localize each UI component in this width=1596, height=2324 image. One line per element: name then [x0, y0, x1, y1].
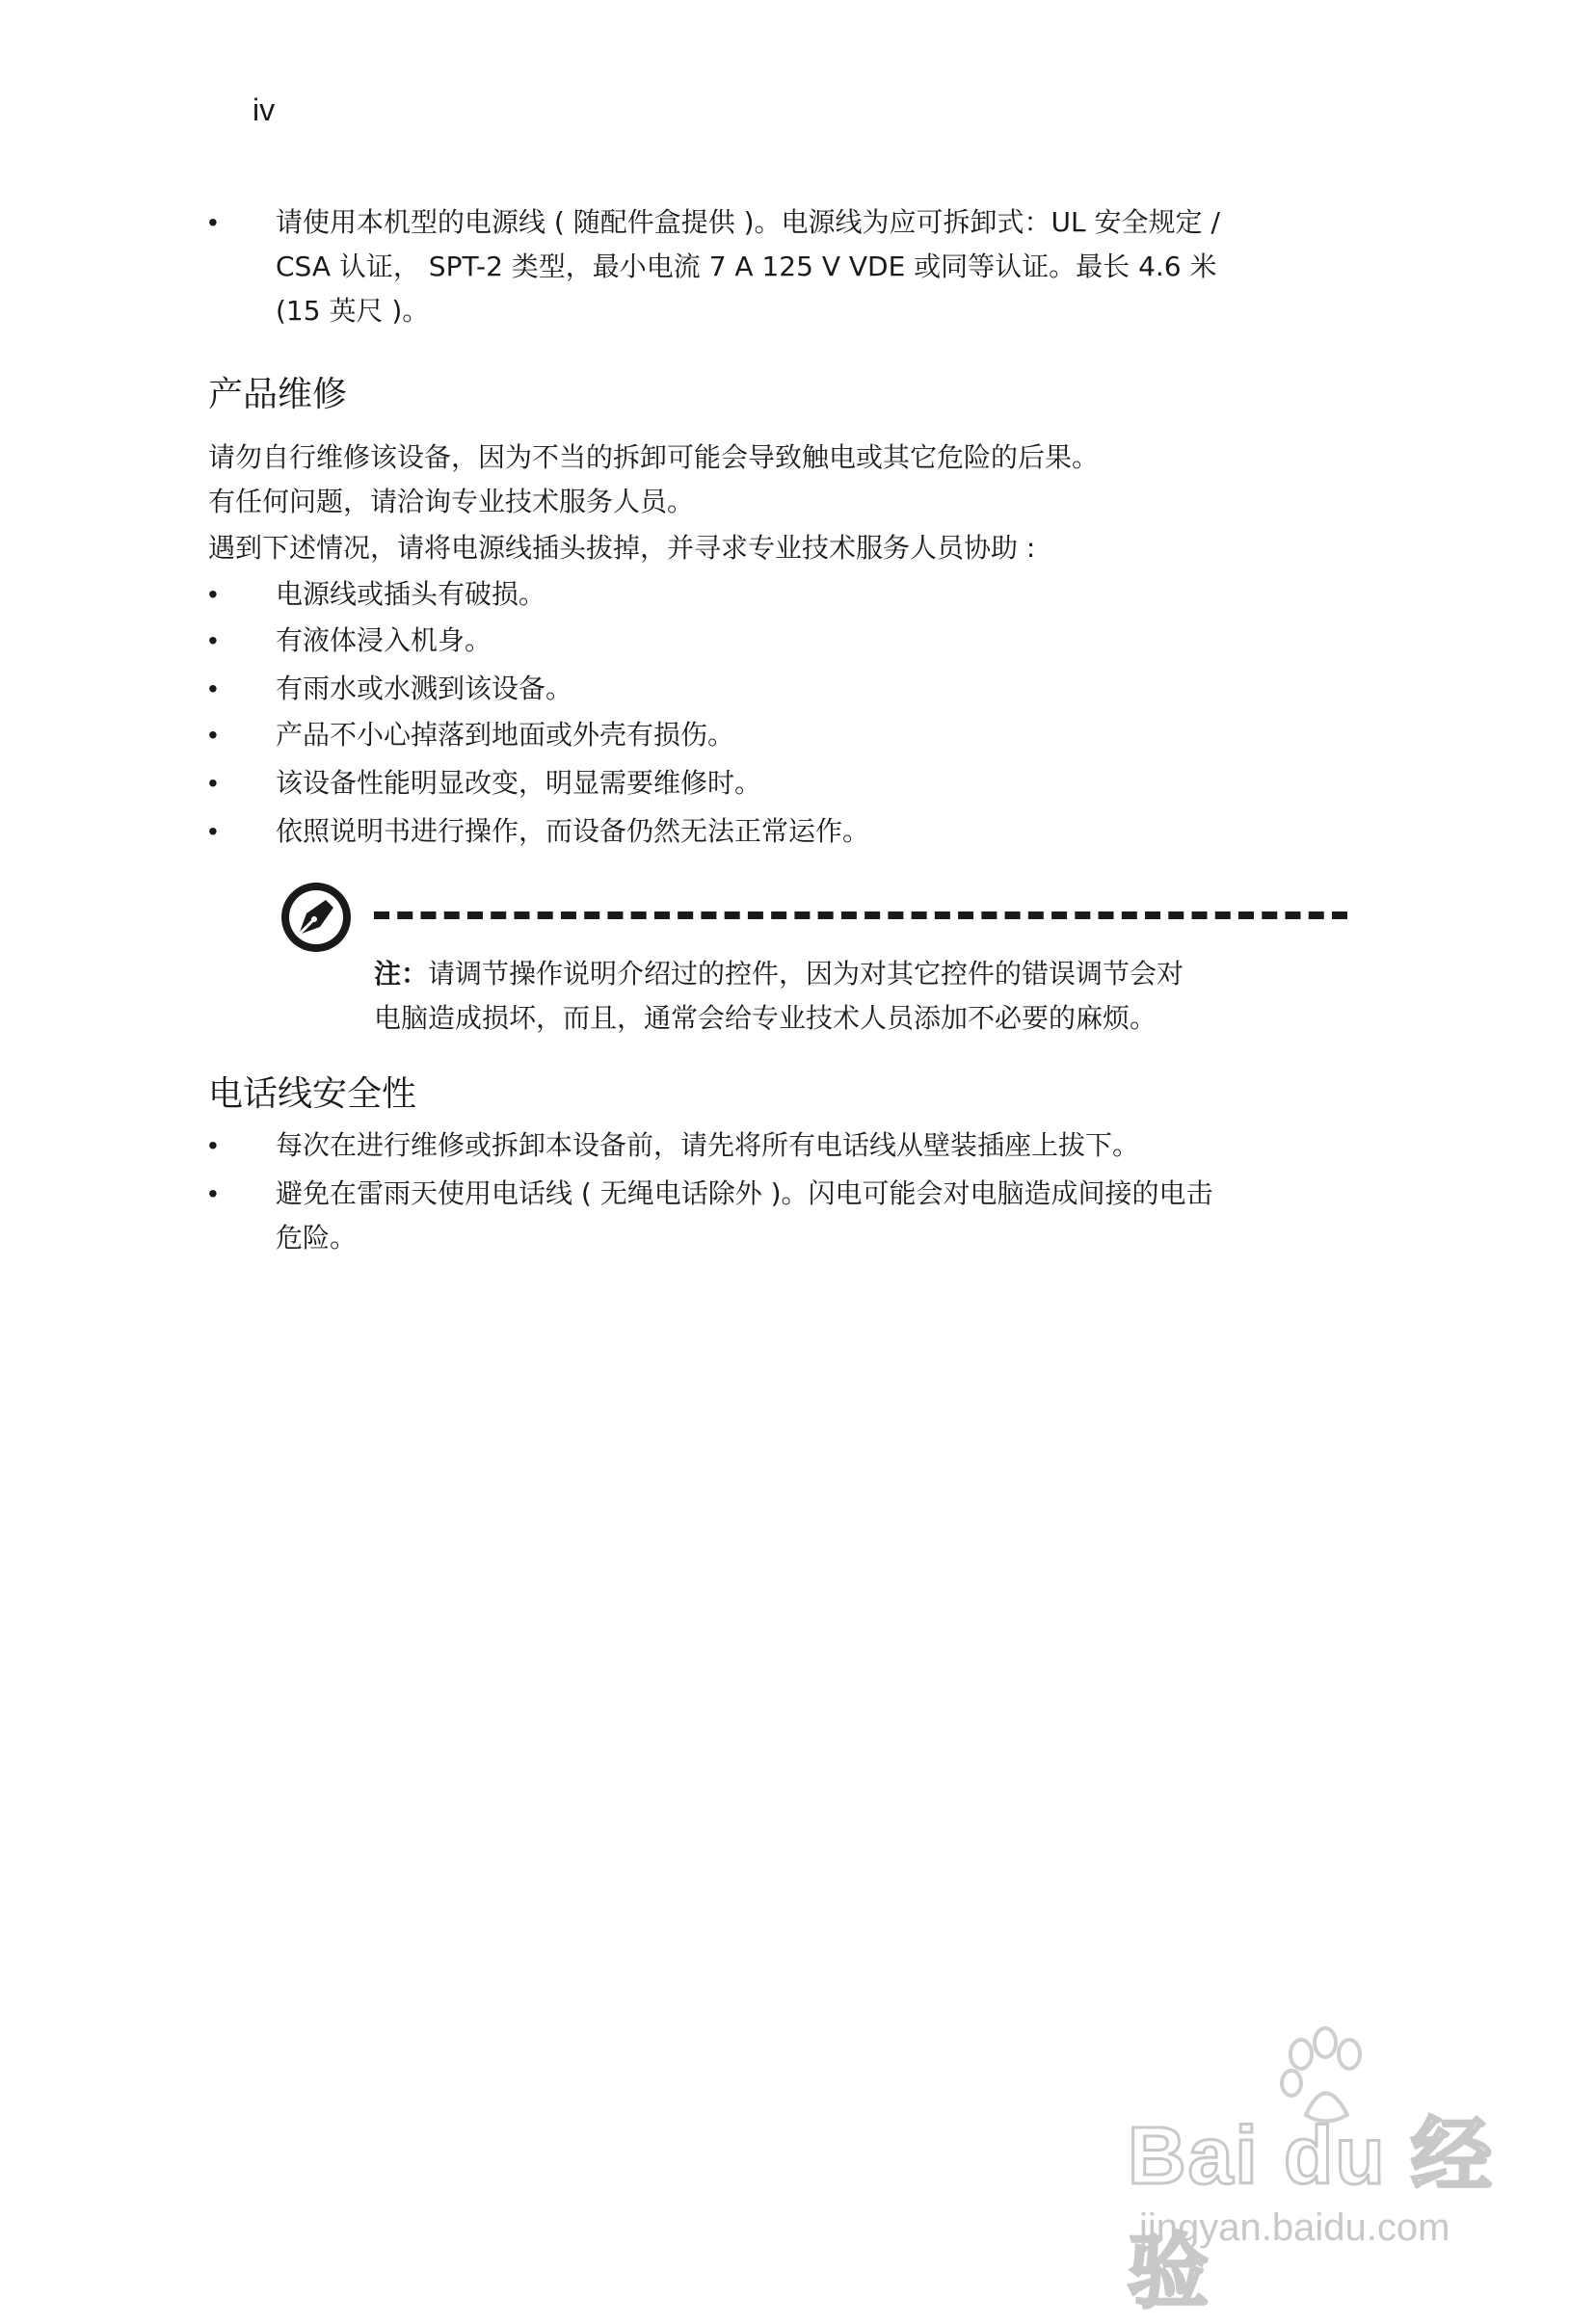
bullet-dot: •: [208, 1178, 218, 1208]
text-line: 请勿自行维修该设备，因为不当的拆卸可能会导致触电或其它危险的后果。: [208, 441, 1100, 473]
list-item: 有雨水或水溅到该设备。: [276, 673, 573, 704]
note-divider: [374, 911, 1347, 919]
watermark-url: jingyan.baidu.com: [1139, 2206, 1450, 2249]
bullet-dot: •: [208, 207, 218, 237]
phone-line-heading: 电话线安全性: [208, 1074, 417, 1114]
text-line: 避免在雷雨天使用电话线 ( 无绳电话除外 )。闪电可能会对电脑造成间接的电击: [276, 1177, 1213, 1209]
text-line: 请使用本机型的电源线 ( 随配件盒提供 )。电源线为应可拆卸式：UL 安全规定 /: [276, 206, 1220, 238]
bullet-dot: •: [208, 625, 218, 655]
note-text: [374, 952, 1347, 1041]
page-number: iv: [253, 92, 276, 127]
list-item: 该设备性能明显改变，明显需要维修时。: [276, 767, 762, 799]
note-pen-icon: [278, 879, 355, 956]
text-line: [374, 952, 1347, 996]
baidu-watermark: [1128, 2023, 1532, 2317]
list-item: 电源线或插头有破损。: [276, 578, 546, 610]
conditions-intro: 遇到下述情况，请将电源线插头拔掉，并寻求专业技术服务人员协助 :: [208, 532, 1036, 564]
text-line: (15 英尺 )。: [276, 295, 430, 327]
note-label: 注：: [374, 958, 429, 990]
bullet-dot: •: [208, 768, 218, 798]
list-item: 依照说明书进行操作，而设备仍然无法正常运作。: [276, 815, 870, 847]
watermark-logo: Bai du 经验: [1128, 2110, 1495, 2317]
service-heading: 产品维修: [208, 375, 348, 414]
list-item: 有液体浸入机身。: [276, 624, 492, 656]
service-intro: [208, 436, 1365, 524]
text-line: CSA 认证， SPT-2 类型，最小电流 7 A 125 V VDE 或同等认证。最长 4.6 米: [276, 251, 1217, 282]
text-line: 危险。: [276, 1222, 358, 1254]
bullet-dot: •: [208, 816, 218, 846]
note-line: 请调节操作说明介绍过的控件，因为对其它控件的错误调节会对: [428, 958, 1184, 990]
bullet-dot: •: [208, 673, 218, 703]
text-line: 有任何问题，请洽询专业技术服务人员。: [208, 486, 695, 517]
bullet-dot: •: [208, 720, 218, 750]
list-item: [276, 1172, 1365, 1260]
note-line: 电脑造成损坏，而且，通常会给专业技术人员添加不必要的麻烦。: [374, 1002, 1157, 1034]
power-cord-text: [276, 200, 1365, 333]
bullet-dot: •: [208, 1130, 218, 1160]
list-item: 产品不小心掉落到地面或外壳有损伤。: [276, 719, 735, 751]
list-item: 每次在进行维修或拆卸本设备前，请先将所有电话线从壁装插座上拔下。: [276, 1129, 1140, 1161]
bullet-dot: •: [208, 579, 218, 609]
